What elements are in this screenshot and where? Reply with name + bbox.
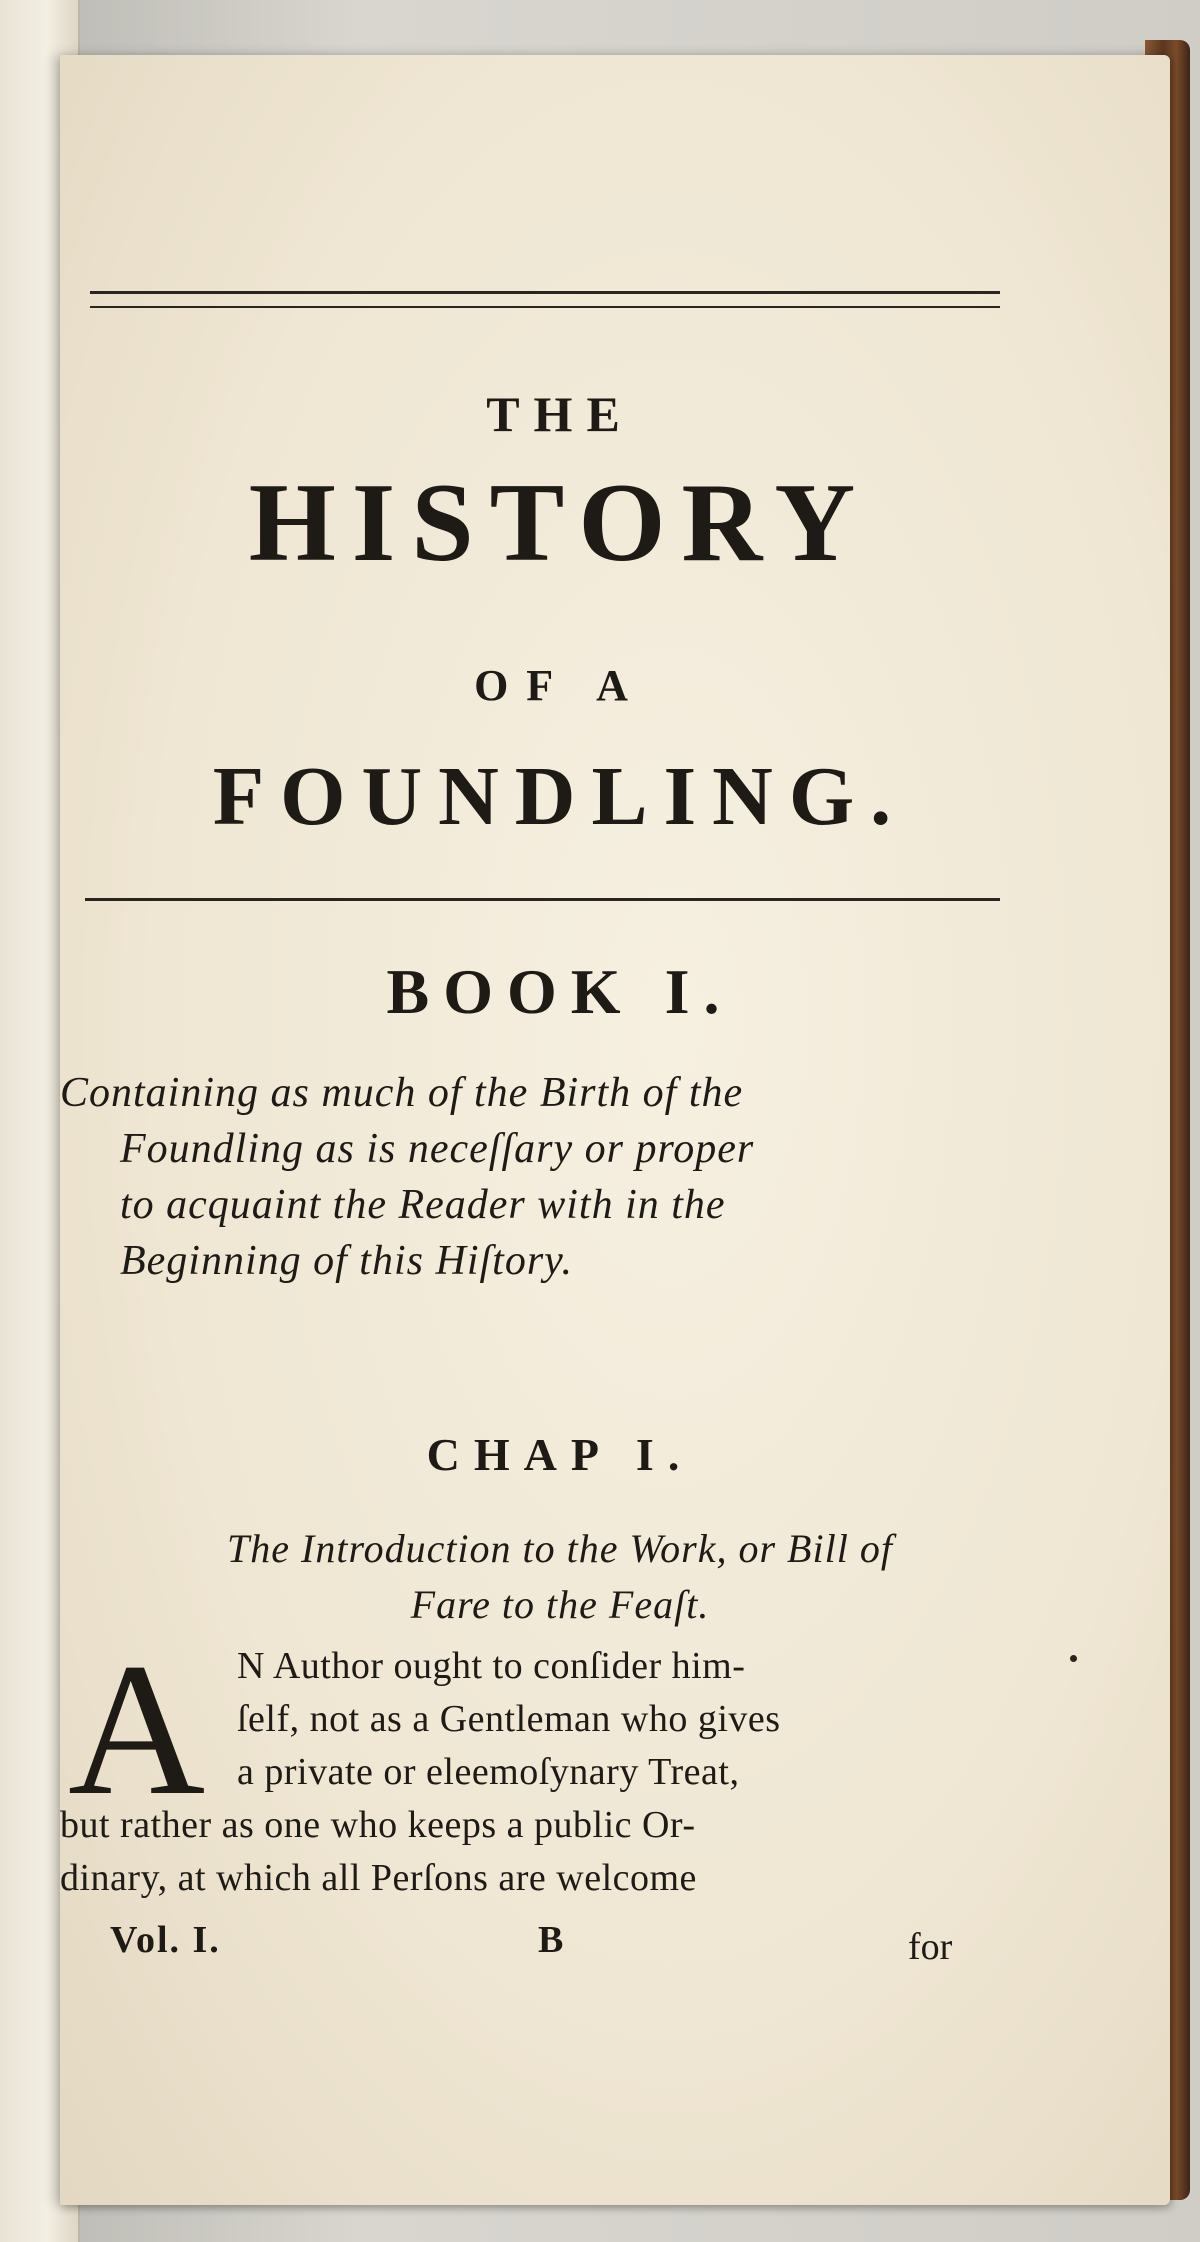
body-line: dinary, at which all Perſons are welcome bbox=[60, 1857, 697, 1899]
book-contents-summary bbox=[60, 1065, 1020, 1289]
title-of-a: OF A bbox=[474, 661, 646, 710]
contents-line: to acquaint the Reader with in the bbox=[120, 1182, 726, 1228]
top-double-rule bbox=[90, 291, 1000, 308]
footer-signature: B bbox=[538, 1919, 564, 1961]
footer-catchword: for bbox=[908, 1926, 953, 1968]
body-text bbox=[60, 1640, 990, 1905]
footer-volume: Vol. I. bbox=[110, 1919, 221, 1961]
body-line: a private or eleemoſynary Treat, bbox=[237, 1751, 740, 1793]
contents-line: Containing as much of the Birth of the bbox=[60, 1070, 744, 1116]
body-line: N Author ought to conſider him- bbox=[237, 1645, 746, 1687]
chapter-title bbox=[60, 1521, 1060, 1633]
chapter-title-line: Fare to the Feaſt. bbox=[410, 1582, 710, 1627]
drop-cap: A bbox=[68, 1625, 206, 1835]
title-history: HISTORY bbox=[248, 461, 872, 585]
body-line: but rather as one who keeps a public Or- bbox=[60, 1804, 696, 1846]
page-content bbox=[60, 55, 1170, 2205]
body-line: ſelf, not as a Gentleman who gives bbox=[237, 1698, 781, 1740]
contents-line: Foundling as is neceſſary or proper bbox=[120, 1126, 755, 1172]
chapter-title-line: The Introduction to the Work, or Bill of bbox=[227, 1526, 893, 1571]
book-page bbox=[60, 55, 1170, 2205]
middle-rule bbox=[85, 898, 1000, 901]
chapter-heading: CHAP I. bbox=[426, 1429, 694, 1480]
book-heading: BOOK I. bbox=[386, 956, 734, 1027]
contents-line: Beginning of this Hiſtory. bbox=[120, 1238, 573, 1284]
title-the: THE bbox=[486, 386, 634, 442]
ink-dot bbox=[1070, 1655, 1077, 1662]
title-foundling: FOUNDLING. bbox=[212, 750, 908, 843]
